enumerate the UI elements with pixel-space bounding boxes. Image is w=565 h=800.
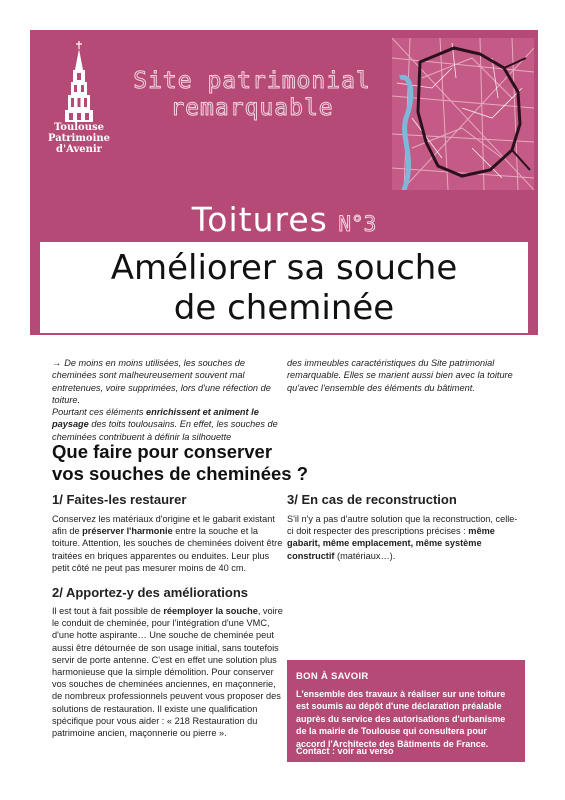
restore-text-b: préserver l'harmonie [82, 526, 173, 537]
intro-paragraph-2c: des toits toulousains. En effet, les souches de cheminées contribuent à définir la silhouette [52, 419, 278, 442]
title-box [40, 242, 528, 333]
good-to-know-box [287, 660, 525, 762]
series-heading [30, 200, 538, 239]
page-title-line-2: de cheminée [173, 288, 395, 328]
restore-text-a: Conservez les matériaux d'origine et le gabarit existant afin de [52, 514, 275, 537]
section-title-line-1: Que faire pour conserver [52, 441, 273, 462]
good-to-know-text: L'ensemble des travaux à réaliser sur une toiture est soumis au dépôt d'une déclaration préalable auprès du service des autorisations d'urbanisme de la mairie de Toulouse qui consultera pour accord l'Architecte des Bâtiments de France. [296, 689, 506, 749]
site-title [122, 68, 382, 122]
section-title-line-2: vos souches de cheminées ? [52, 463, 309, 484]
intro-paragraph-2a: Pourtant ces éléments [52, 407, 144, 418]
series-number: N°3 [338, 212, 377, 236]
logo-line-2: Patrimoine [47, 133, 111, 144]
reconstruction-text-c: (matériaux…). [337, 550, 396, 561]
improvements-text-b: réemployer la souche [163, 606, 258, 616]
header-banner [30, 30, 538, 335]
improvements-text-a: Il est tout à fait possible de [52, 606, 161, 616]
intro-paragraph-1: De moins en moins utilisées, les souches de cheminées sont malheureusement souvent mal entretenues, voire supprimées, lors d'une réfection de toiture. [52, 358, 271, 405]
arrow-right-icon: → [52, 358, 62, 368]
cathedral-tower-icon [62, 40, 96, 122]
improvements-text [52, 605, 284, 739]
logo-line-3: d'Avenir [56, 144, 102, 155]
section-title [52, 441, 512, 485]
good-to-know-title: BON À SAVOIR [296, 671, 369, 682]
subheading-improvements: 2/ Apportez-y des améliorations [52, 585, 249, 600]
page-title-line-1: Améliorer sa souche [110, 248, 458, 288]
subheading-reconstruction: 3/ En cas de reconstruction [287, 492, 457, 507]
intro-left-column [52, 357, 284, 443]
reconstruction-text [287, 513, 523, 562]
reconstruction-text-a: S'il n'y a pas d'autre solution que la reconstruction, celle-ci doit respecter des prescriptions précises : [287, 514, 518, 537]
subheading-restore: 1/ Faites-les restaurer [52, 492, 187, 507]
contact-note: Contact : voir au verso [296, 746, 394, 756]
site-title-line-1: Site patrimonial [133, 68, 371, 94]
restore-text [52, 513, 284, 574]
restore-text-c: entre la souche et la toiture. Attention, les souches de cheminées doivent être traitées en briques apparentes ou enduites. Leur plus petit côté ne peut pas mesurer moins de 40 cm. [52, 526, 283, 573]
city-map-icon [392, 38, 534, 190]
site-title-line-2: remarquable [170, 95, 334, 121]
logo-line-1: Toulouse [54, 122, 104, 133]
reconstruction-text-b: même gabarit, même emplacement, même système constructif [287, 526, 495, 561]
document-page [30, 30, 538, 770]
intro-paragraph-2b: enrichissent et animent le paysage [52, 407, 259, 430]
logo [44, 40, 114, 155]
intro-right-column: des immeubles caractéristiques du Site patrimonial remarquable. Elles se marient aussi bien avec la toiture qu'avec l'ensemble des éléments du bâtiment. [287, 358, 513, 393]
series-name: Toitures [191, 200, 328, 239]
improvements-text-c: , voire le conduit de cheminée, pour l'intégration d'une VMC, d'une hotte aspirante… Une souche de cheminée peut aussi être détournée de son usage initial, sans toutefois servir de porte antenne. C'est en effet une solution plus harmonieuse que la simple démolition. Pour conserver vos souches de cheminées anciennes, en maçonnerie, de nombreux professionnels peuvent vous proposer des solutions de restauration. Il existe une qualification spécifique pour vous aider : « 218 Restauration du patrimoine ancien, maçonnerie ou pierre ». [52, 606, 283, 739]
